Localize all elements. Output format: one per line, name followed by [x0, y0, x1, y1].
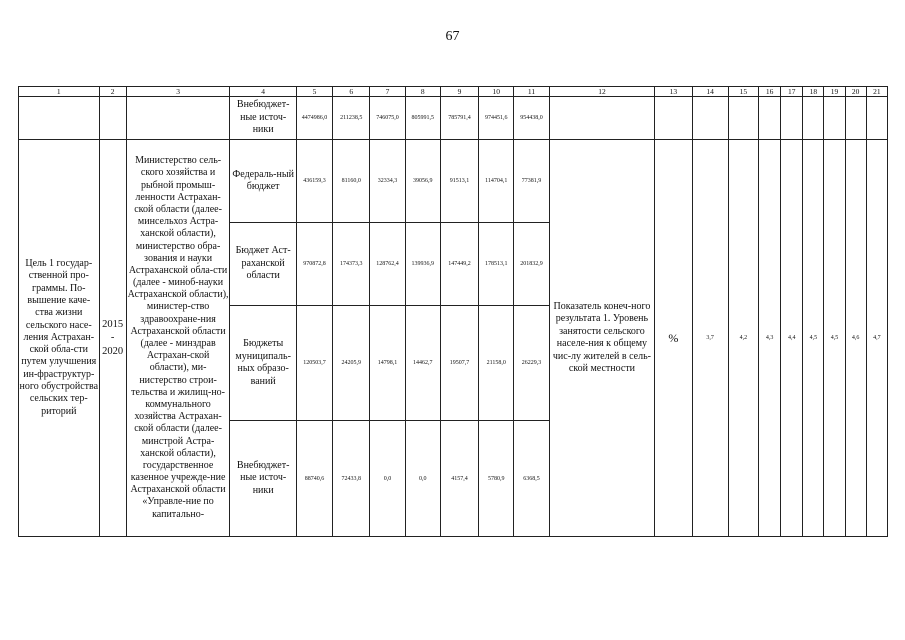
column-number: 1	[19, 87, 100, 97]
column-number: 12	[549, 87, 655, 97]
funding-value: 88740,6	[296, 421, 332, 537]
empty-cell	[549, 97, 655, 140]
empty-cell	[728, 97, 758, 140]
column-number: 19	[824, 87, 845, 97]
year-start: 2015	[102, 319, 124, 331]
funding-value: 81160,0	[333, 140, 370, 223]
program-years	[99, 140, 126, 537]
column-number: 15	[728, 87, 758, 97]
funding-value: 974451,6	[479, 97, 514, 140]
funding-value: 201832,9	[514, 223, 549, 306]
column-number: 3	[126, 87, 230, 97]
funding-source: Федераль-ный бюджет	[230, 140, 296, 223]
indicator-value: 4,5	[803, 140, 824, 537]
indicator-value: 4,7	[866, 140, 887, 537]
empty-cell	[19, 97, 100, 140]
column-number: 4	[230, 87, 296, 97]
indicator-value: 4,2	[728, 140, 758, 537]
funding-source: Внебюджет-ные источ-ники	[230, 421, 296, 537]
funding-value: 954438,0	[514, 97, 549, 140]
column-number-row	[19, 87, 888, 97]
indicator-value: 4,5	[824, 140, 845, 537]
funding-value: 5780,9	[479, 421, 514, 537]
funding-value: 21158,0	[479, 306, 514, 421]
year-dash: -	[110, 332, 115, 344]
column-number: 20	[845, 87, 866, 97]
empty-cell	[781, 97, 803, 140]
column-number: 11	[514, 87, 549, 97]
column-number: 14	[692, 87, 728, 97]
funding-value: 24205,9	[333, 306, 370, 421]
funding-value: 785791,4	[440, 97, 478, 140]
column-number: 10	[479, 87, 514, 97]
funding-value: 72433,8	[333, 421, 370, 537]
funding-value: 26229,3	[514, 306, 549, 421]
funding-value: 178513,1	[479, 223, 514, 306]
empty-cell	[655, 97, 692, 140]
funding-value: 746075,0	[370, 97, 405, 140]
empty-cell	[692, 97, 728, 140]
funding-value: 14462,7	[405, 306, 440, 421]
column-number: 2	[99, 87, 126, 97]
funding-value: 114704,1	[479, 140, 514, 223]
column-number: 18	[803, 87, 824, 97]
program-table	[18, 86, 888, 537]
empty-cell	[126, 97, 230, 140]
funding-value: 39056,9	[405, 140, 440, 223]
funding-value: 32334,3	[370, 140, 405, 223]
funding-value: 6368,5	[514, 421, 549, 537]
year-end: 2020	[102, 345, 124, 357]
program-goal: Цель 1 государ-ственной про-граммы. По-вышение каче-ства жизни сельского насе-ления Астрахан-ской обла-сти путем улучшения ин-фраструктур-ного обустройства сельских тер-риторий	[19, 140, 100, 537]
page-number: 67	[445, 29, 460, 44]
unit-cell: %	[655, 140, 692, 537]
table-row	[19, 97, 888, 140]
funding-value: 139936,9	[405, 223, 440, 306]
funding-value: 0,0	[405, 421, 440, 537]
result-indicator: Показатель конеч-ного результата 1. Уровень занятости сельского населе-ния к общему чис-лу жителей в сель-ской местности	[549, 140, 655, 537]
column-number: 6	[333, 87, 370, 97]
table-row	[19, 140, 888, 223]
funding-value: 436159,3	[296, 140, 332, 223]
funding-value: 14798,1	[370, 306, 405, 421]
funding-value: 805991,5	[405, 97, 440, 140]
funding-value: 120503,7	[296, 306, 332, 421]
column-number: 9	[440, 87, 478, 97]
empty-cell	[866, 97, 887, 140]
funding-value: 77381,9	[514, 140, 549, 223]
indicator-value: 3,7	[692, 140, 728, 537]
funding-value: 91513,1	[440, 140, 478, 223]
funding-value: 211238,5	[333, 97, 370, 140]
empty-cell	[803, 97, 824, 140]
funding-source: Внебюджет-ные источ-ники	[230, 97, 296, 140]
empty-cell	[824, 97, 845, 140]
indicator-value: 4,6	[845, 140, 866, 537]
empty-cell	[845, 97, 866, 140]
column-number: 16	[759, 87, 781, 97]
funding-value: 970872,8	[296, 223, 332, 306]
empty-cell	[99, 97, 126, 140]
column-number: 17	[781, 87, 803, 97]
funding-value: 128762,4	[370, 223, 405, 306]
funding-value: 0,0	[370, 421, 405, 537]
funding-value: 4157,4	[440, 421, 478, 537]
column-number: 13	[655, 87, 692, 97]
empty-cell	[759, 97, 781, 140]
indicator-value: 4,4	[781, 140, 803, 537]
funding-source: Бюджеты муниципаль-ных образо-ваний	[230, 306, 296, 421]
column-number: 8	[405, 87, 440, 97]
column-number: 7	[370, 87, 405, 97]
responsible-executors: Министерство сель-ского хозяйства и рыбной промыш-ленности Астрахан-ской области (далее-минсельхоз Астра-ханской области), министерство обра-зования и науки Астраханской обла-сти (далее - миноб-науки Астраханской области), министер-ство здравоохране-ния Астраханской области (далее - минздрав Астрахан-ской области), ми-нистерство строи-тельства и жилищ-но-коммунального хозяйства Астрахан-ской области (далее-минстрой Астра-ханской области), государственное казенное учрежде-ние Астраханской области «Управле-ние по капитально-	[126, 140, 230, 537]
funding-source: Бюджет Аст-раханской области	[230, 223, 296, 306]
funding-value: 147449,2	[440, 223, 478, 306]
column-number: 5	[296, 87, 332, 97]
funding-value: 19507,7	[440, 306, 478, 421]
column-number: 21	[866, 87, 887, 97]
funding-value: 174373,3	[333, 223, 370, 306]
indicator-value: 4,3	[759, 140, 781, 537]
funding-value: 4474986,0	[296, 97, 332, 140]
